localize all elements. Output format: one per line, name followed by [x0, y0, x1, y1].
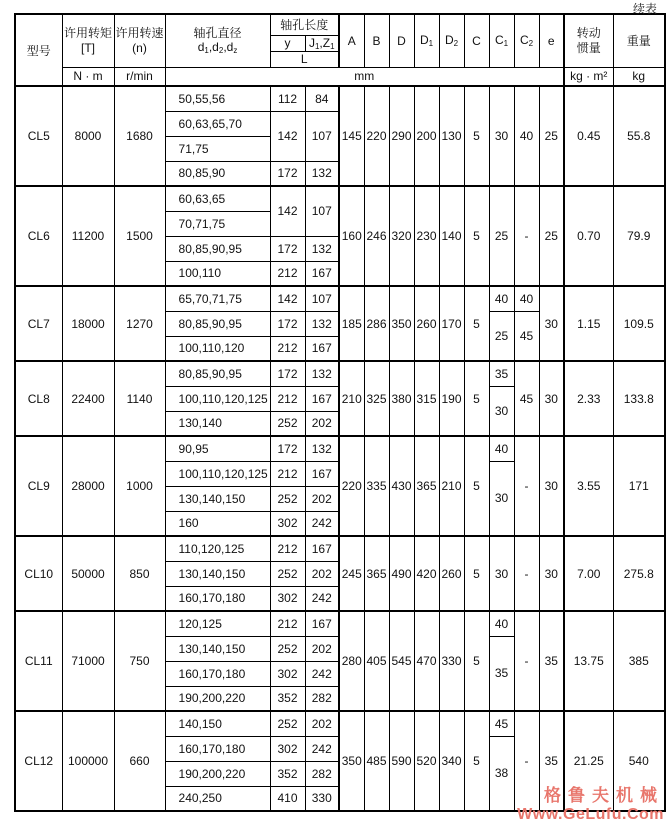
dim-d-cell: 380 — [389, 361, 414, 436]
speed-cell: 1270 — [114, 286, 165, 361]
model-cell: CL9 — [15, 436, 62, 536]
dim-c1-cell: 40 — [489, 611, 514, 636]
torque-cell: 18000 — [62, 286, 114, 361]
dim-c1-cell: 30 — [489, 386, 514, 436]
col-header-dim-b: B — [364, 14, 389, 67]
dim-d1-cell: 520 — [414, 711, 439, 811]
speed-cell: 1500 — [114, 186, 165, 286]
dim-d2-cell: 340 — [439, 711, 464, 811]
dim-d1-cell: 420 — [414, 536, 439, 611]
col-header-bore-length: 轴孔长度 — [270, 14, 339, 35]
unit-torque: N · m — [62, 67, 114, 86]
inertia-cell: 21.25 — [564, 711, 613, 811]
length-y-cell: 252 — [270, 411, 305, 436]
dim-d1-cell: 315 — [414, 361, 439, 436]
bore-diameter-cell: 90,95 — [165, 436, 270, 461]
spec-row — [15, 536, 665, 561]
bore-diameter-cell: 130,140,150 — [165, 636, 270, 661]
spec-row — [15, 436, 665, 461]
bore-diameter-cell: 71,75 — [165, 136, 270, 161]
length-j1z1-cell: 282 — [305, 761, 339, 786]
weight-cell: 275.8 — [613, 536, 665, 611]
bore-diameter-cell: 130,140 — [165, 411, 270, 436]
length-j1z1-cell: 202 — [305, 486, 339, 511]
bore-diameter-cell: 130,140,150 — [165, 561, 270, 586]
spec-row — [15, 611, 665, 636]
dim-e-cell: 25 — [539, 86, 564, 186]
dim-d2-cell: 130 — [439, 86, 464, 186]
spec-table-body — [15, 86, 665, 811]
length-j1z1-cell: 132 — [305, 161, 339, 186]
torque-cell: 50000 — [62, 536, 114, 611]
col-header-dim-d2: $D_2$ — [439, 14, 464, 67]
length-y-cell: 252 — [270, 486, 305, 511]
unit-inertia: kg · m² — [564, 67, 613, 86]
dim-a-cell: 160 — [339, 186, 364, 286]
bore-diameter-cell: 100,110,120,125 — [165, 386, 270, 411]
bore-diameter-cell: 120,125 — [165, 611, 270, 636]
dim-e-cell: 30 — [539, 536, 564, 611]
dim-b-cell: 246 — [364, 186, 389, 286]
col-header-dim-c: C — [464, 14, 489, 67]
torque-cell: 11200 — [62, 186, 114, 286]
dim-d-cell: 545 — [389, 611, 414, 711]
col-header-dim-d1: $D_1$ — [414, 14, 439, 67]
bore-diameter-cell: 190,200,220 — [165, 761, 270, 786]
dim-d-cell: 350 — [389, 286, 414, 361]
length-j1z1-cell: 167 — [305, 261, 339, 286]
spec-table-header — [15, 14, 665, 86]
inertia-cell: 1.15 — [564, 286, 613, 361]
length-j1z1-cell: 167 — [305, 611, 339, 636]
length-j1z1-cell: 242 — [305, 586, 339, 611]
dim-c-cell: 5 — [464, 611, 489, 711]
length-y-cell: 142 — [270, 111, 305, 161]
dim-d1-cell: 200 — [414, 86, 439, 186]
dim-d1-cell: 230 — [414, 186, 439, 286]
length-j1z1-cell: 167 — [305, 336, 339, 361]
length-j1z1-cell: 202 — [305, 711, 339, 736]
dim-b-cell: 286 — [364, 286, 389, 361]
length-y-cell: 172 — [270, 311, 305, 336]
length-j1z1-cell: 132 — [305, 311, 339, 336]
dim-b-cell: 325 — [364, 361, 389, 436]
dim-c1-cell: 30 — [489, 536, 514, 611]
bore-diameter-cell: 80,85,90,95 — [165, 236, 270, 261]
length-y-cell: 302 — [270, 511, 305, 536]
length-j1z1-cell: 242 — [305, 736, 339, 761]
speed-cell: 750 — [114, 611, 165, 711]
length-j1z1-cell: 282 — [305, 686, 339, 711]
bore-diameter-cell: 100,110,120 — [165, 336, 270, 361]
col-header-model: 型号 — [15, 14, 62, 86]
dim-a-cell: 245 — [339, 536, 364, 611]
length-j1z1-cell: 202 — [305, 636, 339, 661]
bore-diameter-cell: 240,250 — [165, 786, 270, 811]
col-header-length-j1z1: $J_1,Z_1$ — [305, 35, 339, 51]
col-header-speed: 许用转速 (n) — [114, 14, 165, 67]
weight-cell: 171 — [613, 436, 665, 536]
inertia-cell: 3.55 — [564, 436, 613, 536]
bore-diameter-cell: 130,140,150 — [165, 486, 270, 511]
unit-mm: mm — [165, 67, 564, 86]
bore-diameter-cell: 190,200,220 — [165, 686, 270, 711]
dim-d2-cell: 330 — [439, 611, 464, 711]
dim-d2-cell: 170 — [439, 286, 464, 361]
bore-diameter-cell: 50,55,56 — [165, 86, 270, 111]
dim-c1-cell: 30 — [489, 461, 514, 536]
dim-a-cell: 185 — [339, 286, 364, 361]
length-y-cell: 252 — [270, 561, 305, 586]
torque-cell: 8000 — [62, 86, 114, 186]
watermark-brand: 格鲁夫机械 — [544, 786, 664, 806]
length-y-cell: 212 — [270, 461, 305, 486]
dim-a-cell: 350 — [339, 711, 364, 811]
bore-diameter-cell: 140,150 — [165, 711, 270, 736]
spec-table — [14, 13, 666, 812]
model-cell: CL6 — [15, 186, 62, 286]
bore-diameter-cell: 70,71,75 — [165, 211, 270, 236]
dim-b-cell: 485 — [364, 711, 389, 811]
model-cell: CL7 — [15, 286, 62, 361]
dim-c2-cell: - — [514, 436, 539, 536]
dim-c1-cell: 45 — [489, 711, 514, 736]
weight-cell: 55.8 — [613, 86, 665, 186]
dim-c1-cell: 25 — [489, 186, 514, 286]
length-y-cell: 252 — [270, 711, 305, 736]
length-j1z1-cell: 167 — [305, 461, 339, 486]
length-y-cell: 172 — [270, 436, 305, 461]
dim-c1-cell: 25 — [489, 311, 514, 361]
bore-diameter-cell: 160,170,180 — [165, 661, 270, 686]
col-header-weight: 重量 — [613, 14, 665, 67]
speed-cell: 1140 — [114, 361, 165, 436]
col-header-inertia: 转动 惯量 — [564, 14, 613, 67]
dim-c1-cell: 38 — [489, 736, 514, 811]
unit-weight: kg — [613, 67, 665, 86]
bore-diameter-cell: 80,85,90,95 — [165, 311, 270, 336]
length-y-cell: 212 — [270, 261, 305, 286]
dim-d2-cell: 260 — [439, 536, 464, 611]
dim-d-cell: 490 — [389, 536, 414, 611]
dim-c2-cell: - — [514, 711, 539, 811]
length-y-cell: 172 — [270, 361, 305, 386]
dim-b-cell: 335 — [364, 436, 389, 536]
weight-cell: 385 — [613, 611, 665, 711]
dim-c2-cell: - — [514, 536, 539, 611]
torque-cell: 28000 — [62, 436, 114, 536]
dim-c2-cell: - — [514, 186, 539, 286]
length-y-cell: 212 — [270, 386, 305, 411]
inertia-cell: 2.33 — [564, 361, 613, 436]
model-cell: CL11 — [15, 611, 62, 711]
model-cell: CL10 — [15, 536, 62, 611]
inertia-cell: 0.70 — [564, 186, 613, 286]
dim-b-cell: 405 — [364, 611, 389, 711]
col-header-bore-diameter: 轴孔直径 $d_1,d_2,d_z$ — [165, 14, 270, 67]
dim-a-cell: 210 — [339, 361, 364, 436]
length-j1z1-cell: 107 — [305, 286, 339, 311]
length-j1z1-cell: 167 — [305, 536, 339, 561]
length-j1z1-cell: 202 — [305, 561, 339, 586]
length-y-cell: 112 — [270, 86, 305, 111]
model-cell: CL5 — [15, 86, 62, 186]
length-j1z1-cell: 107 — [305, 186, 339, 236]
dim-c2-cell: 40 — [514, 86, 539, 186]
dim-c1-cell: 35 — [489, 361, 514, 386]
length-y-cell: 142 — [270, 286, 305, 311]
length-j1z1-cell: 84 — [305, 86, 339, 111]
dim-d2-cell: 190 — [439, 361, 464, 436]
length-j1z1-cell: 242 — [305, 661, 339, 686]
watermark-url: Www.GeLufu.Com — [517, 805, 664, 823]
bore-diameter-cell: 160 — [165, 511, 270, 536]
length-y-cell: 212 — [270, 611, 305, 636]
spec-row — [15, 86, 665, 111]
length-y-cell: 352 — [270, 761, 305, 786]
length-y-cell: 352 — [270, 686, 305, 711]
length-j1z1-cell: 132 — [305, 361, 339, 386]
length-j1z1-cell: 330 — [305, 786, 339, 811]
weight-cell: 540 — [613, 711, 665, 811]
dim-a-cell: 145 — [339, 86, 364, 186]
speed-cell: 1000 — [114, 436, 165, 536]
bore-diameter-cell: 80,85,90,95 — [165, 361, 270, 386]
length-y-cell: 252 — [270, 636, 305, 661]
length-j1z1-cell: 167 — [305, 386, 339, 411]
dim-d1-cell: 365 — [414, 436, 439, 536]
col-header-torque: 许用转矩 [T] — [62, 14, 114, 67]
model-cell: CL8 — [15, 361, 62, 436]
length-y-cell: 142 — [270, 186, 305, 236]
spec-row — [15, 361, 665, 386]
dim-a-cell: 280 — [339, 611, 364, 711]
length-j1z1-cell: 242 — [305, 511, 339, 536]
dim-c1-cell: 35 — [489, 636, 514, 711]
dim-c-cell: 5 — [464, 436, 489, 536]
dim-c1-cell: 40 — [489, 436, 514, 461]
col-header-dim-e: e — [539, 14, 564, 67]
spec-row — [15, 711, 665, 736]
dim-e-cell: 25 — [539, 186, 564, 286]
dim-d-cell: 290 — [389, 86, 414, 186]
dim-d-cell: 590 — [389, 711, 414, 811]
dim-c-cell: 5 — [464, 86, 489, 186]
spec-row — [15, 186, 665, 211]
dim-d2-cell: 210 — [439, 436, 464, 536]
length-j1z1-cell: 202 — [305, 411, 339, 436]
speed-cell: 850 — [114, 536, 165, 611]
length-y-cell: 172 — [270, 236, 305, 261]
dim-c2-cell: 45 — [514, 361, 539, 436]
dim-e-cell: 30 — [539, 286, 564, 361]
dim-e-cell: 35 — [539, 611, 564, 711]
dim-c2-cell: 40 — [514, 286, 539, 311]
bore-diameter-cell: 160,170,180 — [165, 736, 270, 761]
dim-c-cell: 5 — [464, 536, 489, 611]
dim-d2-cell: 140 — [439, 186, 464, 286]
dim-e-cell: 35 — [539, 711, 564, 811]
bore-diameter-cell: 110,120,125 — [165, 536, 270, 561]
watermark — [517, 786, 664, 824]
length-y-cell: 302 — [270, 586, 305, 611]
col-header-dim-d: D — [389, 14, 414, 67]
speed-cell: 1680 — [114, 86, 165, 186]
inertia-cell: 0.45 — [564, 86, 613, 186]
weight-cell: 79.9 — [613, 186, 665, 286]
length-j1z1-cell: 132 — [305, 436, 339, 461]
inertia-cell: 13.75 — [564, 611, 613, 711]
dim-d1-cell: 470 — [414, 611, 439, 711]
speed-cell: 660 — [114, 711, 165, 811]
dim-c2-cell: 45 — [514, 311, 539, 361]
col-header-length-l: L — [270, 51, 339, 67]
bore-diameter-cell: 100,110 — [165, 261, 270, 286]
dim-c-cell: 5 — [464, 186, 489, 286]
bore-diameter-cell: 65,70,71,75 — [165, 286, 270, 311]
bore-diameter-cell: 60,63,65,70 — [165, 111, 270, 136]
col-header-dim-c2: $C_2$ — [514, 14, 539, 67]
length-j1z1-cell: 107 — [305, 111, 339, 161]
dim-a-cell: 220 — [339, 436, 364, 536]
bore-diameter-cell: 80,85,90 — [165, 161, 270, 186]
length-j1z1-cell: 132 — [305, 236, 339, 261]
weight-cell: 109.5 — [613, 286, 665, 361]
torque-cell: 22400 — [62, 361, 114, 436]
dim-c-cell: 5 — [464, 361, 489, 436]
inertia-cell: 7.00 — [564, 536, 613, 611]
dim-c1-cell: 40 — [489, 286, 514, 311]
dim-b-cell: 220 — [364, 86, 389, 186]
dim-d1-cell: 260 — [414, 286, 439, 361]
length-y-cell: 172 — [270, 161, 305, 186]
continued-table-note: 续表 — [632, 2, 657, 16]
spec-row — [15, 286, 665, 311]
dim-d-cell: 320 — [389, 186, 414, 286]
dim-e-cell: 30 — [539, 436, 564, 536]
dim-b-cell: 365 — [364, 536, 389, 611]
length-y-cell: 410 — [270, 786, 305, 811]
dim-c2-cell: - — [514, 611, 539, 711]
length-y-cell: 212 — [270, 336, 305, 361]
dim-e-cell: 30 — [539, 361, 564, 436]
length-y-cell: 212 — [270, 536, 305, 561]
dim-c-cell: 5 — [464, 711, 489, 811]
torque-cell: 100000 — [62, 711, 114, 811]
dim-d-cell: 430 — [389, 436, 414, 536]
model-cell: CL12 — [15, 711, 62, 811]
col-header-dim-a: A — [339, 14, 364, 67]
weight-cell: 133.8 — [613, 361, 665, 436]
bore-diameter-cell: 160,170,180 — [165, 586, 270, 611]
length-y-cell: 302 — [270, 661, 305, 686]
col-header-length-y: y — [270, 35, 305, 51]
bore-diameter-cell: 60,63,65 — [165, 186, 270, 211]
col-header-dim-c1: $C_1$ — [489, 14, 514, 67]
dim-c1-cell: 30 — [489, 86, 514, 186]
torque-cell: 71000 — [62, 611, 114, 711]
unit-speed: r/min — [114, 67, 165, 86]
length-y-cell: 302 — [270, 736, 305, 761]
bore-diameter-cell: 100,110,120,125 — [165, 461, 270, 486]
dim-c-cell: 5 — [464, 286, 489, 361]
